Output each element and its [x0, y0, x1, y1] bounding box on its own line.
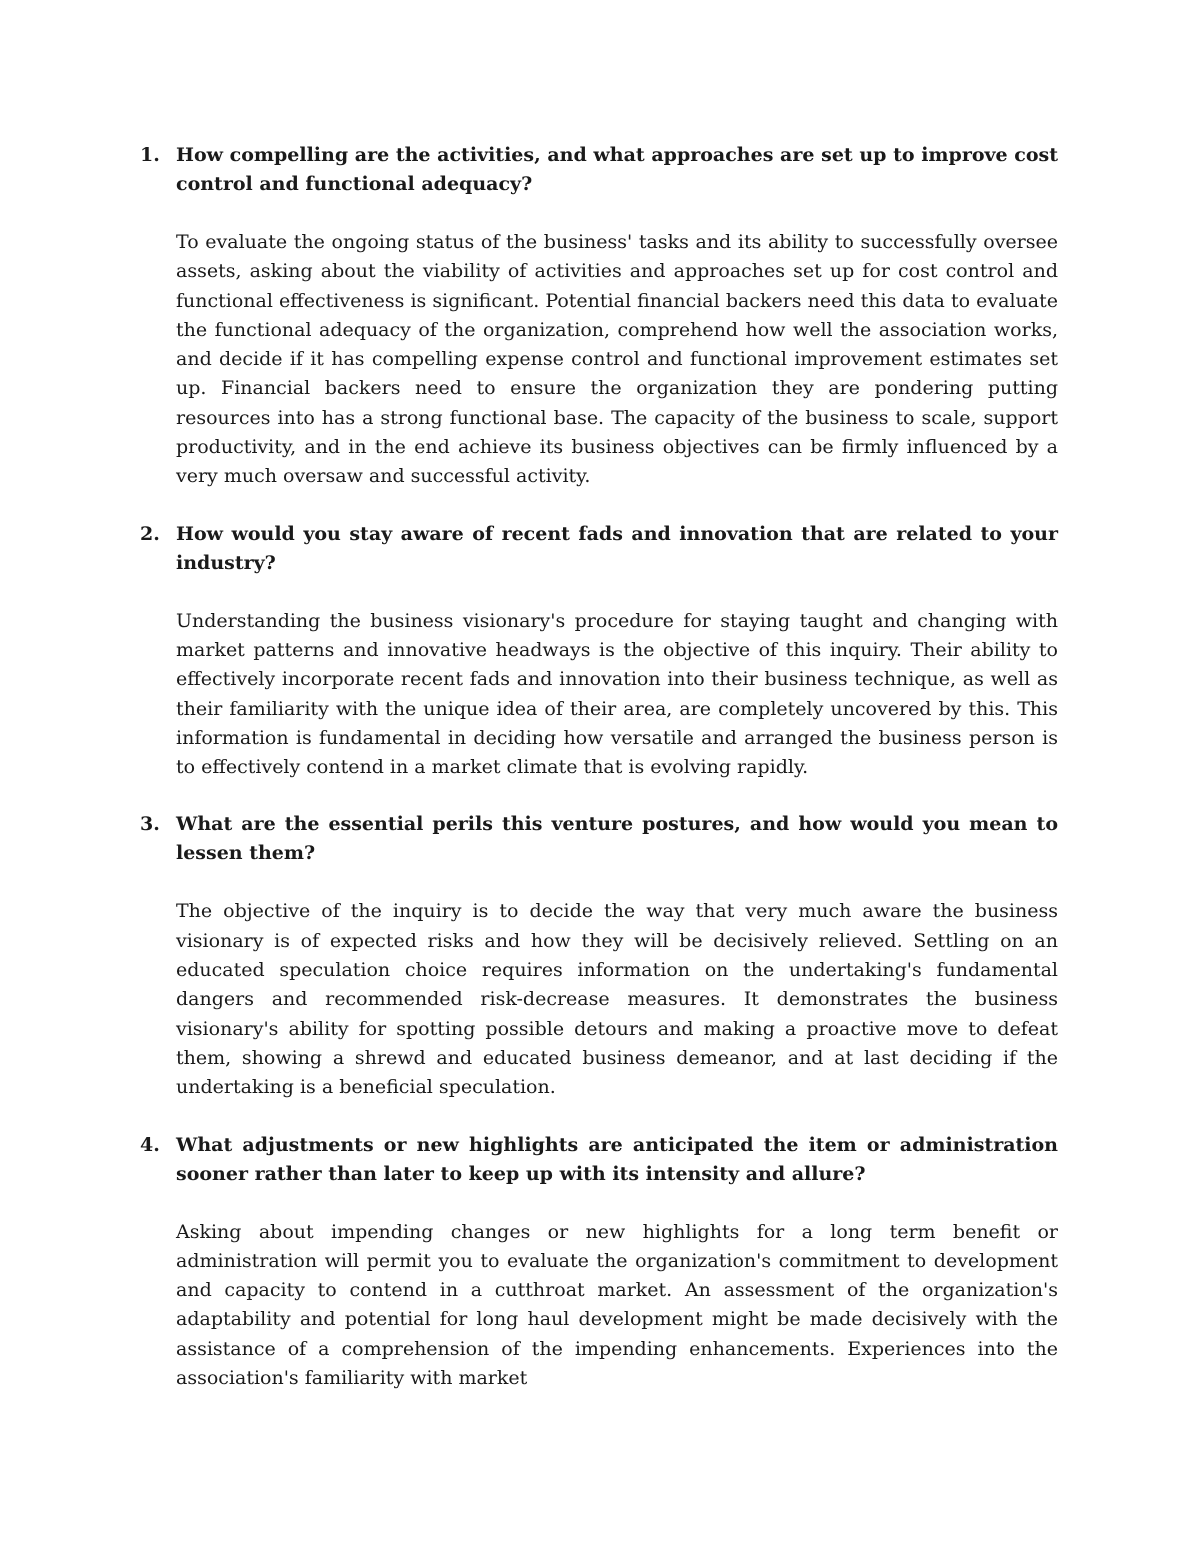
question-heading: How compelling are the activities, and what approaches are set up to improve cost control and functional adequacy?: [176, 144, 1058, 195]
question-number: 2.: [140, 522, 160, 545]
question-row: [130, 810, 1058, 868]
answer-paragraph: The objective of the inquiry is to decide the way that very much aware the business visionary is of expected risks and how they will be decisively relieved. Settling on an educated speculation choice requires information on the undertaking's fundamental dangers and recommended risk-decrease measures. It demonstrates the business visionary's ability for spotting possible detours and making a proactive move to defeat them, showing a shrewd and educated business demeanor, and at last deciding if the undertaking is a beneficial speculation.: [176, 900, 1058, 1099]
question-heading: What adjustments or new highlights are anticipated the item or administration sooner rather than later to keep up with its intensity and allure?: [176, 1133, 1058, 1185]
question-row: [130, 1131, 1058, 1189]
question-row: [130, 520, 1058, 578]
answer-paragraph: Understanding the business visionary's procedure for staying taught and changing with market patterns and innovative headways is the objective of this inquiry. Their ability to effectively incorporate recent fads and innovation into their business technique, as well as their familiarity with the unique idea of their area, are completely uncovered by this. This information is fundamental in deciding how versatile and arranged the business person is to effectively contend in a market climate that is evolving rapidly.: [176, 609, 1058, 779]
question-number: 3.: [140, 813, 160, 836]
list-item: [130, 810, 1058, 1102]
list-item: [130, 1131, 1058, 1394]
question-list: [130, 141, 1058, 1421]
list-item: [130, 141, 1058, 492]
question-number: 1.: [140, 144, 160, 166]
question-heading: How would you stay aware of recent fads and innovation that are related to your industry?: [176, 522, 1058, 574]
question-heading: What are the essential perils this venture postures, and how would you mean to lessen them?: [176, 813, 1058, 865]
answer-paragraph: Asking about impending changes or new highlights for a long term benefit or administration will permit you to evaluate the organization's commitment to development and capacity to contend in a cutthroat market. An assessment of the organization's adaptability and potential for long haul development might be made decisively with the assistance of a comprehension of the impending enhancements. Experiences into the association's familiarity with market: [176, 1220, 1058, 1390]
question-row: [130, 141, 1058, 199]
answer-paragraph: To evaluate the ongoing status of the business' tasks and its ability to successfully oversee assets, asking about the viability of activities and approaches set up for cost control and functional effectiveness is significant. Potential financial backers need this data to evaluate the functional adequacy of the organization, comprehend how well the association works, and decide if it has compelling expense control and functional improvement estimates set up. Financial backers need to ensure the organization they are pondering putting resources into has a strong functional base. The capacity of the business to scale, support productivity, and in the end achieve its business objectives can be firmly influenced by a very much oversaw and successful activity.: [176, 231, 1058, 488]
question-number: 4.: [140, 1133, 160, 1156]
list-item: [130, 520, 1058, 783]
